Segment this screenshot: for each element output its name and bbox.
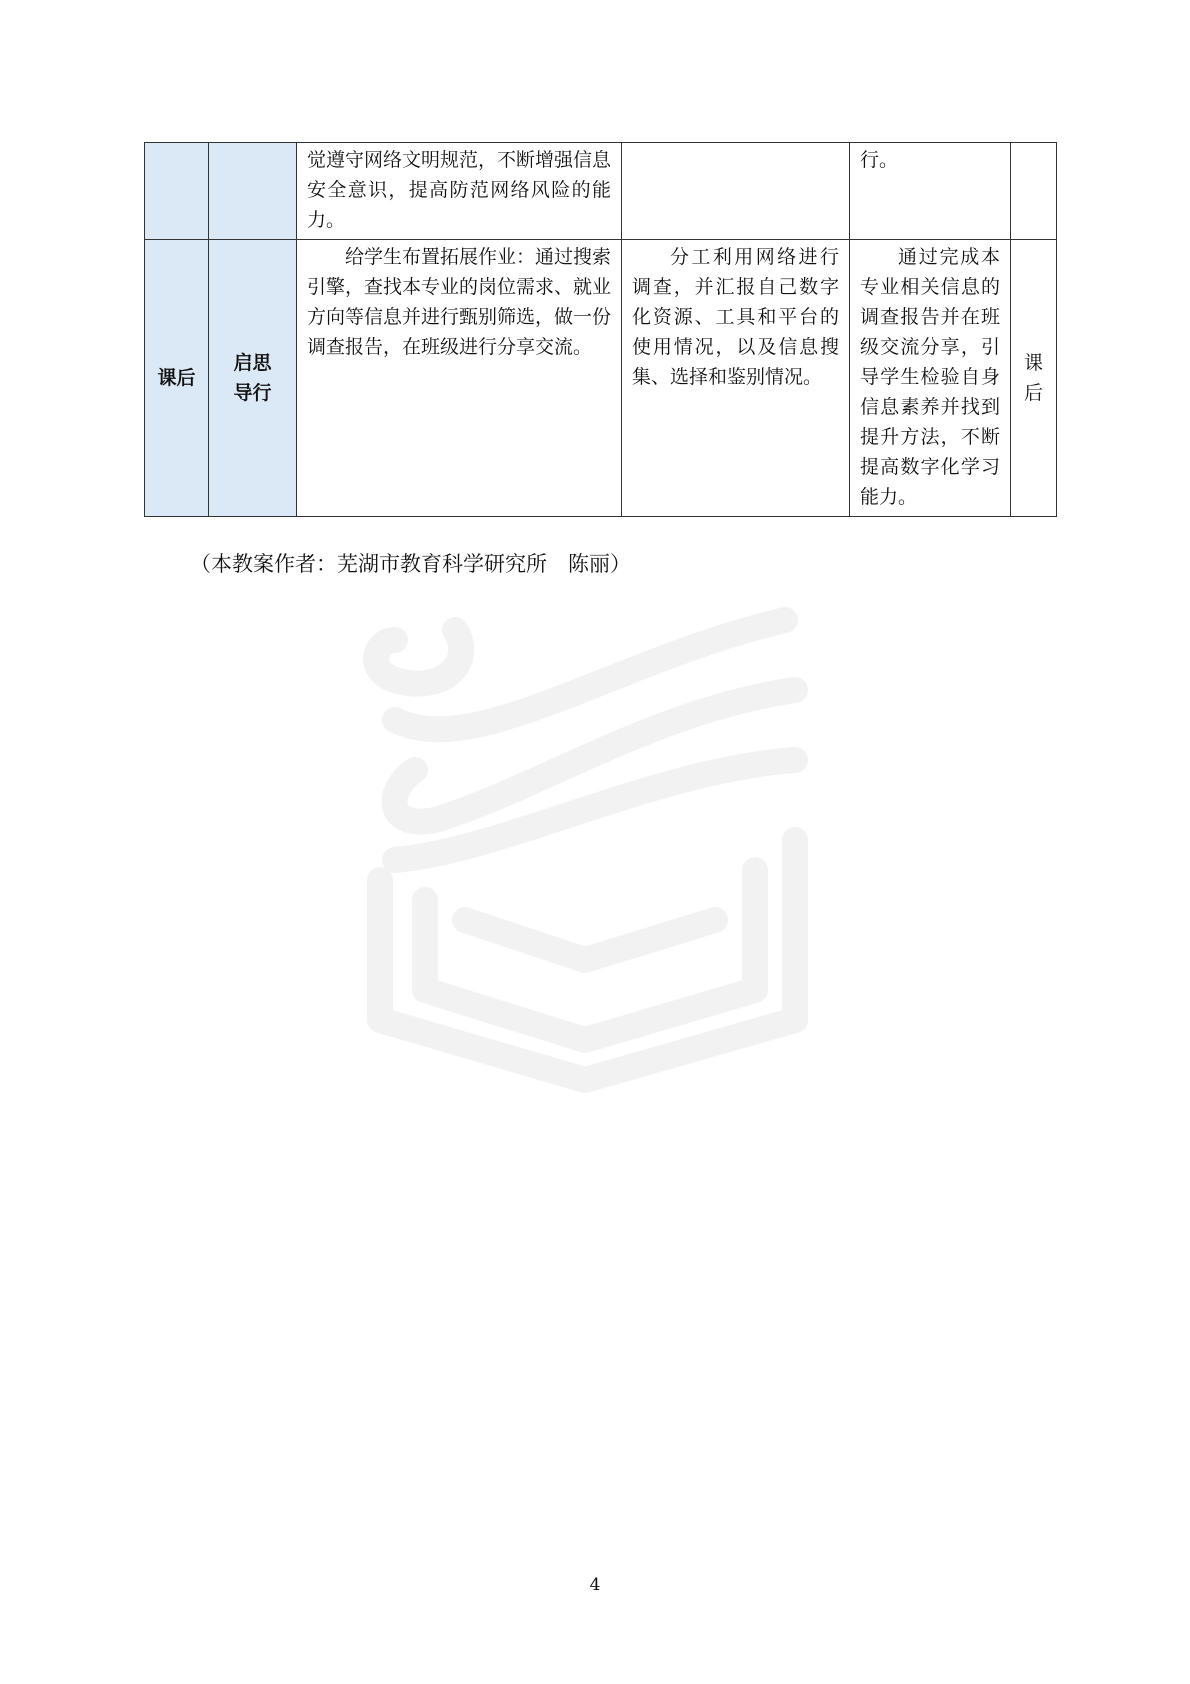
stage-cell bbox=[145, 143, 209, 240]
teacher-activity-cell: 给学生布置拓展作业：通过搜索引擎，查找本专业的岗位需求、就业方向等信息并进行甄别筛选，做一份调查报告，在班级进行分享交流。 bbox=[297, 240, 622, 517]
table-row bbox=[145, 143, 1057, 240]
student-activity-cell: 分工利用网络进行调查，并汇报自己数字化资源、工具和平台的使用情况，以及信息搜集、选择和鉴别情况。 bbox=[622, 240, 850, 517]
watermark-logo-icon bbox=[355, 600, 855, 1100]
link-cell-inspire-guide bbox=[209, 240, 297, 517]
time-label-line2: 后 bbox=[1023, 382, 1043, 404]
student-activity-cell bbox=[622, 143, 850, 240]
author-note: （本教案作者：芜湖市教育科学研究所 陈丽） bbox=[190, 552, 631, 576]
stage-cell-after-class: 课后 bbox=[145, 240, 209, 517]
time-label-line1: 课 bbox=[1023, 352, 1043, 374]
link-label-line1: 启思 bbox=[233, 352, 272, 374]
time-cell-after-class bbox=[1011, 240, 1057, 517]
table-row bbox=[145, 240, 1057, 517]
teacher-activity-cell: 觉遵守网络文明规范，不断增强信息安全意识，提高防范网络风险的能力。 bbox=[297, 143, 622, 240]
lesson-plan-table bbox=[144, 142, 1057, 517]
design-intent-cell: 通过完成本专业相关信息的调查报告并在班级交流分享，引导学生检验自身信息素养并找到提升方法，不断提高数字化学习能力。 bbox=[850, 240, 1011, 517]
time-cell bbox=[1011, 143, 1057, 240]
design-intent-cell: 行。 bbox=[850, 143, 1011, 240]
link-label-line2: 导行 bbox=[233, 382, 272, 404]
page-number: 4 bbox=[589, 1575, 601, 1595]
link-cell bbox=[209, 143, 297, 240]
